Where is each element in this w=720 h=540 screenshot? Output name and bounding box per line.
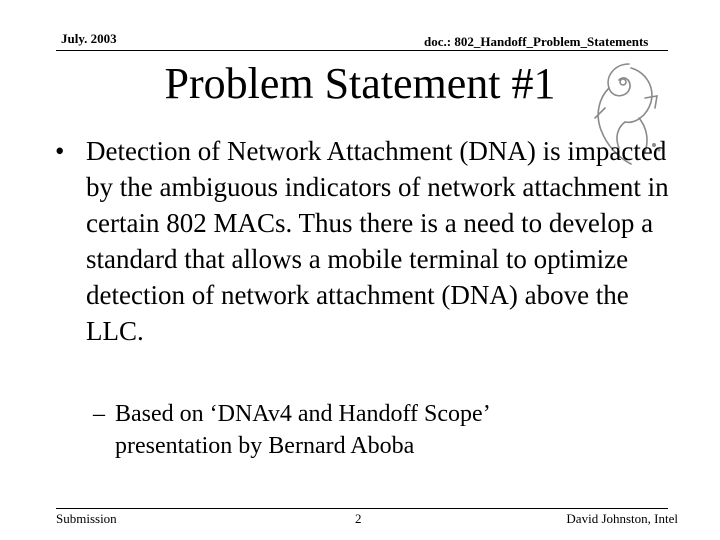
bullet-icon: •	[55, 136, 65, 166]
slide-title: Problem Statement #1	[164, 59, 556, 108]
footer-page-number: 2	[355, 511, 362, 526]
bullet-text: Detection of Network Attachment (DNA) is impacted by the ambiguous indicators of network attachment in certain 802 MACs. Thus there is a need to develop a standard that allows a mobile terminal to optimize detection of network attachment (DNA) above the LLC.	[86, 136, 669, 346]
header-doc-id: doc.: 802_Handoff_Problem_Statements	[424, 34, 649, 49]
footer-divider	[56, 508, 668, 509]
footer-author: David Johnston, Intel	[566, 511, 678, 526]
footer-submission: Submission	[56, 511, 117, 526]
sub-bullet-text: Based on ‘DNAv4 and Handoff Scope’ presentation by Bernard Aboba	[115, 401, 489, 459]
header-date: July. 2003	[61, 31, 117, 46]
header-divider	[56, 50, 668, 51]
sub-bullet-dash-icon: –	[93, 401, 105, 427]
